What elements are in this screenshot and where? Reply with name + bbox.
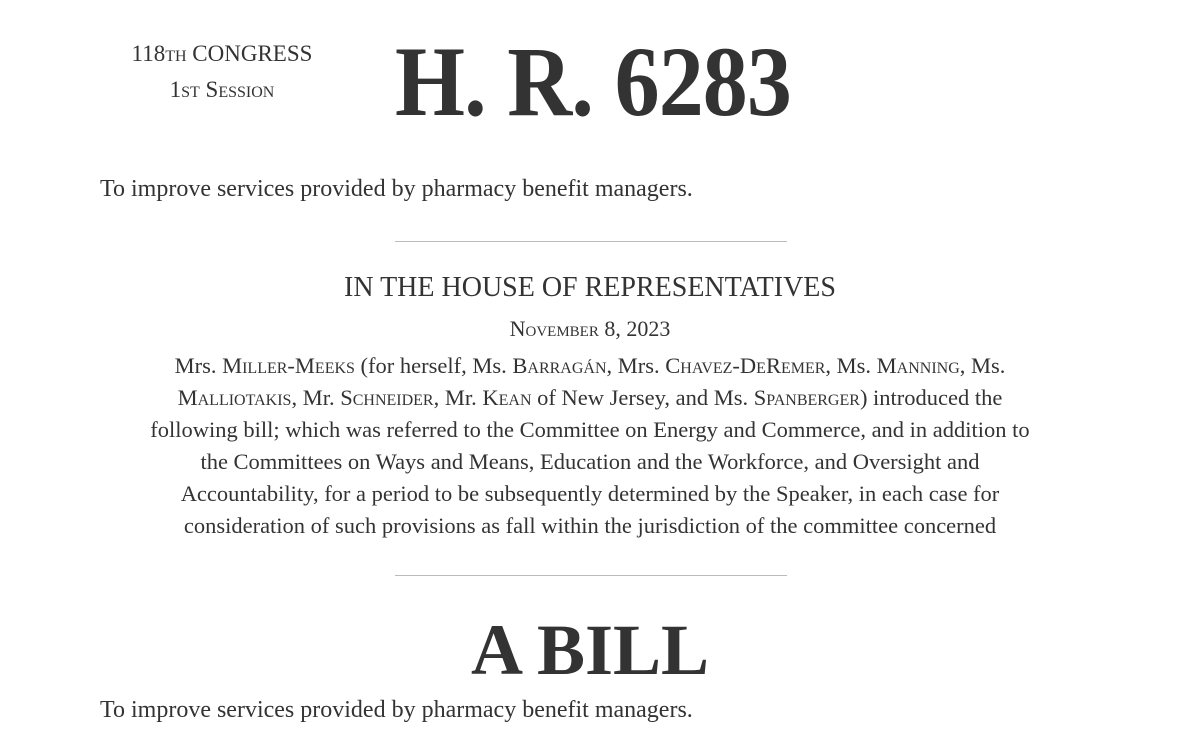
session-suffix: st bbox=[181, 77, 200, 102]
bill-number: H. R. 6283 bbox=[395, 26, 791, 137]
sponsor-line bbox=[0, 350, 1180, 382]
sponsor-text: following bill; which was referred to the Committee on Energy and Commerce, and in addition to bbox=[150, 417, 1030, 442]
member-name: Malliotakis bbox=[177, 385, 292, 410]
introduction-date: November 8, 2023 bbox=[509, 316, 671, 341]
congress-number: 118 bbox=[131, 41, 166, 66]
sponsor-text: the Committees on Ways and Means, Education and the Workforce, and Oversight and bbox=[200, 449, 980, 474]
sponsor-line bbox=[0, 382, 1180, 414]
sponsor-text: of New Jersey, and Ms. bbox=[531, 385, 754, 410]
member-name: Manning bbox=[876, 353, 960, 378]
sponsor-text: consideration of such provisions as fall within the jurisdiction of the committee concerned bbox=[183, 513, 997, 538]
congress-suffix: th bbox=[165, 41, 187, 66]
member-name: Miller-Meeks bbox=[222, 353, 355, 378]
sponsor-text: , Ms. bbox=[959, 353, 1006, 378]
sponsor-text: , Ms. bbox=[825, 353, 877, 378]
member-name: Chavez-DeRemer bbox=[665, 353, 826, 378]
congress-label: CONGRESS bbox=[186, 41, 313, 66]
sponsor-text: Accountability, for a period to be subsequently determined by the Speaker, in each case for bbox=[180, 481, 1000, 506]
bill-heading: A BILL bbox=[470, 610, 710, 690]
divider bbox=[395, 241, 787, 242]
divider bbox=[395, 575, 787, 576]
session-number: 1 bbox=[169, 77, 182, 102]
sponsor-text: (for herself, Ms. bbox=[354, 353, 513, 378]
member-name: Barragán bbox=[512, 353, 607, 378]
member-name: Kean bbox=[482, 385, 532, 410]
sponsor-text: , Mr. bbox=[433, 385, 483, 410]
short-title: To improve services provided by pharmacy benefit managers. bbox=[100, 176, 693, 202]
long-title: To improve services provided by pharmacy benefit managers. bbox=[100, 697, 693, 723]
congress-line bbox=[112, 36, 332, 72]
sponsor-text: Mrs. bbox=[174, 353, 223, 378]
congress-session-block bbox=[112, 36, 332, 108]
sponsor-text: , Mr. bbox=[291, 385, 341, 410]
sponsor-line bbox=[0, 446, 1180, 478]
sponsor-text: , Mrs. bbox=[606, 353, 666, 378]
session-label: Session bbox=[199, 77, 275, 102]
sponsor-line bbox=[0, 414, 1180, 446]
sponsor-line bbox=[0, 510, 1180, 542]
sponsor-text: ) introduced the bbox=[859, 385, 1003, 410]
chamber-heading: IN THE HOUSE OF REPRESENTATIVES bbox=[344, 272, 836, 303]
sponsor-line bbox=[0, 478, 1180, 510]
session-line bbox=[112, 72, 332, 108]
member-name: Schneider bbox=[340, 385, 434, 410]
sponsors-paragraph bbox=[0, 350, 1180, 542]
member-name: Spanberger bbox=[753, 385, 860, 410]
